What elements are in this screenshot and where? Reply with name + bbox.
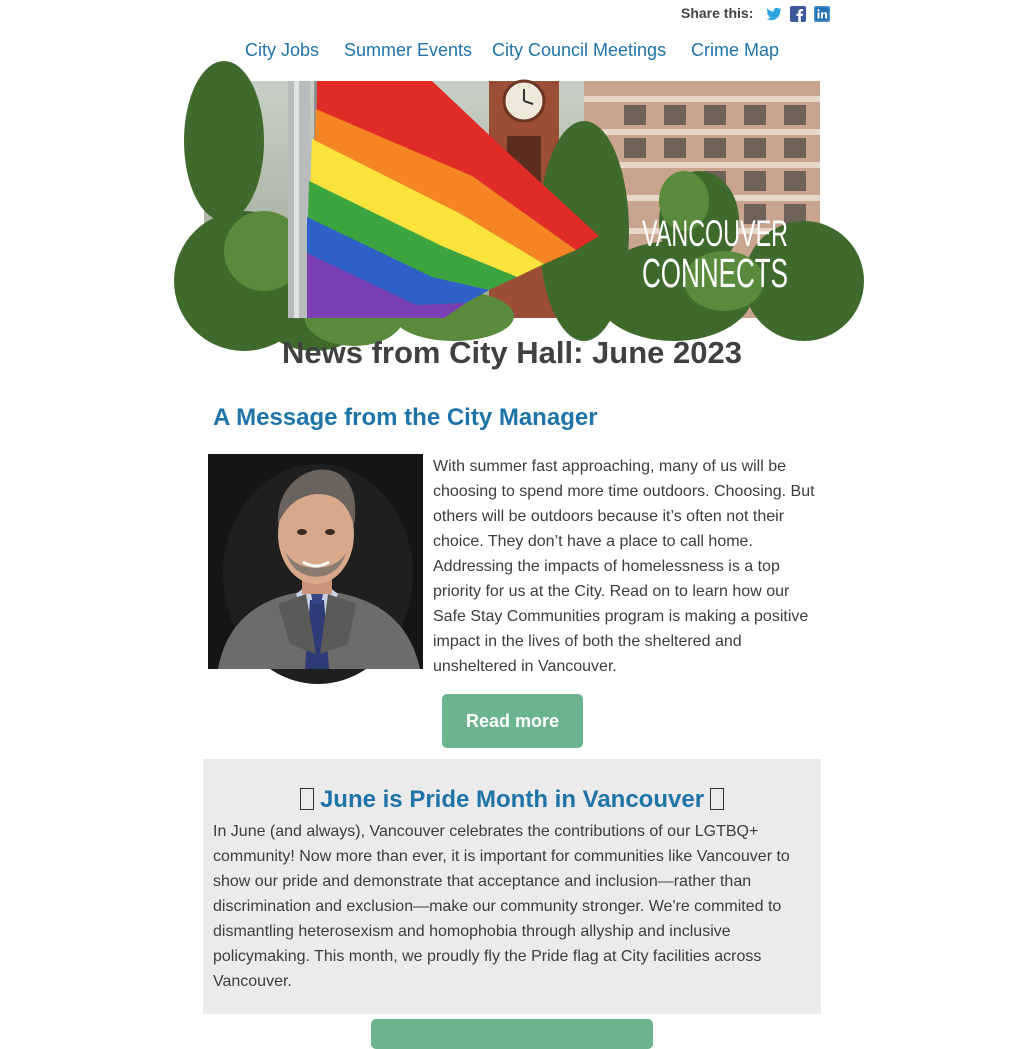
read-more-button[interactable]: Read more (442, 694, 583, 748)
top-nav (0, 40, 1024, 66)
missing-glyph-icon (710, 788, 724, 810)
manager-message: With summer fast approaching, many of us will be choosing to spend more time outdoors. Choosing. But others will be outdoors because it’s often not their choice. They don’t have a place to call home. Addressing the impacts of homelessness is a top priority for us at the City. Read on to learn how our Safe Stay Communities program is making a positive impact in the lives of both the sheltered and unsheltered in Vancouver. (433, 458, 815, 675)
hero-image (204, 81, 820, 318)
manager-heading: A Message from the City Manager (213, 404, 598, 431)
nav-link-crime-map[interactable]: Crime Map (691, 40, 780, 60)
linkedin-icon[interactable] (814, 6, 830, 22)
missing-glyph-icon (300, 788, 314, 810)
share-label: Share this: (681, 5, 754, 21)
nav-link-city-council-meetings[interactable]: City Council Meetings (492, 40, 667, 60)
logo-line-2: CONNECTS (642, 250, 788, 296)
hero-banner (204, 81, 820, 318)
facebook-icon[interactable] (790, 6, 806, 22)
pride-message: In June (and always), Vancouver celebrates the contributions of our LGTBQ+ community! Now more than ever, it is important for communities like Vancouver to show our pride and demonstrate that acceptance and inclusion—rather than discrimination and exclusion—make our community stronger. We're commited to dismantling heterosexism and homophobia through allyship and inclusive policymaking. This month, we proudly fly the Pride flag at City facilities across Vancouver. (213, 823, 790, 990)
pride-heading-text: June is Pride Month in Vancouver (319, 786, 705, 813)
nav-link-summer-events[interactable]: Summer Events (344, 40, 473, 60)
logo-line-1: VANCOUVER (642, 213, 788, 254)
pride-button[interactable] (371, 1019, 653, 1049)
twitter-icon[interactable] (766, 6, 782, 22)
pride-section (203, 759, 821, 1014)
pride-heading (203, 786, 821, 814)
city-manager-portrait (208, 454, 423, 669)
share-bar (681, 3, 838, 23)
page-title: News from City Hall: June 2023 (282, 335, 742, 370)
nav-link-city-jobs[interactable]: City Jobs (245, 40, 320, 60)
